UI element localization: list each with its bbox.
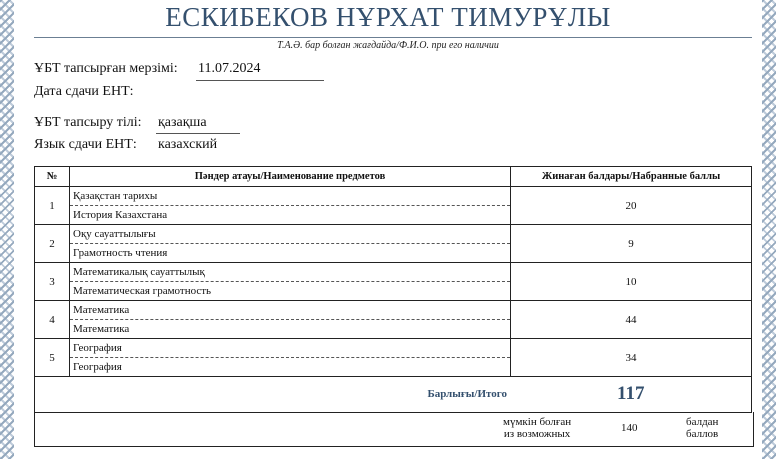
subject-kk: Қазақстан тарихы [70, 188, 510, 206]
possible-points-box [34, 412, 754, 447]
subject-cell [70, 187, 511, 225]
col-num-header: № [35, 167, 70, 187]
subject-ru: Математика [73, 322, 130, 335]
subject-kk: Математика [70, 302, 510, 320]
subject-cell [70, 301, 511, 339]
exam-language-underline [156, 133, 240, 134]
subject-kk: География [70, 340, 510, 358]
possible-left-kk: мүмкін болған [503, 416, 572, 428]
subject-ru: География [73, 360, 122, 373]
possible-label-left [503, 416, 571, 440]
possible-label-right [686, 416, 718, 440]
scores-table [34, 166, 752, 413]
subject-ru: Математическая грамотность [73, 284, 212, 297]
exam-language-label-ru: Язык сдачи ЕНТ: [34, 137, 137, 152]
table-row [35, 301, 752, 339]
points-cell: 10 [511, 263, 752, 301]
table-row [35, 225, 752, 263]
subject-cell [70, 339, 511, 377]
decorative-border-right [762, 0, 776, 459]
subject-kk: Математикалық сауаттылық [70, 264, 510, 282]
exam-date-underline [196, 80, 324, 81]
table-row [35, 263, 752, 301]
subject-cell [70, 263, 511, 301]
table-header-row [35, 167, 752, 187]
possible-right-kk: балдан [686, 416, 719, 428]
possible-right-ru: баллов [686, 428, 719, 440]
col-points-header: Жинаған балдары/Набранные баллы [511, 167, 752, 187]
total-label: Барлығы/Итого [427, 388, 507, 400]
total-row [35, 377, 752, 413]
exam-language-value-ru: казахский [158, 137, 218, 152]
row-num: 3 [35, 263, 70, 301]
exam-date-label-ru: Дата сдачи ЕНТ: [34, 84, 134, 99]
col-subject-header: Пәндер атауы/Наименование предметов [70, 167, 511, 187]
full-name-title: ЕСКИБЕКОВ НҰРХАТ ТИМУРҰЛЫ [165, 2, 611, 32]
points-cell: 9 [511, 225, 752, 263]
points-cell: 20 [511, 187, 752, 225]
row-num: 2 [35, 225, 70, 263]
points-cell: 34 [511, 339, 752, 377]
exam-language-label-kk: ҰБТ тапсыру тілі: [34, 115, 142, 130]
decorative-border-left [0, 0, 14, 459]
exam-language-value-kk: қазақша [158, 115, 207, 130]
subject-kk: Оқу сауаттылығы [70, 226, 510, 244]
exam-date-label-kk: ҰБТ тапсырған мерзімі: [34, 61, 178, 76]
possible-left-ru: из возможных [503, 428, 571, 440]
table-row [35, 339, 752, 377]
title-underline [34, 37, 752, 38]
total-cell [35, 377, 752, 413]
points-cell: 44 [511, 301, 752, 339]
row-num: 1 [35, 187, 70, 225]
exam-date-value: 11.07.2024 [198, 61, 261, 76]
total-value: 117 [617, 383, 645, 404]
subject-ru: Грамотность чтения [73, 246, 168, 259]
row-num: 4 [35, 301, 70, 339]
subject-cell [70, 225, 511, 263]
possible-value: 140 [621, 422, 638, 434]
row-num: 5 [35, 339, 70, 377]
subject-ru: История Казахстана [73, 208, 168, 221]
table-row [35, 187, 752, 225]
name-caption: Т.А.Ә. бар болған жағдайда/Ф.И.О. при его наличии [277, 40, 499, 51]
